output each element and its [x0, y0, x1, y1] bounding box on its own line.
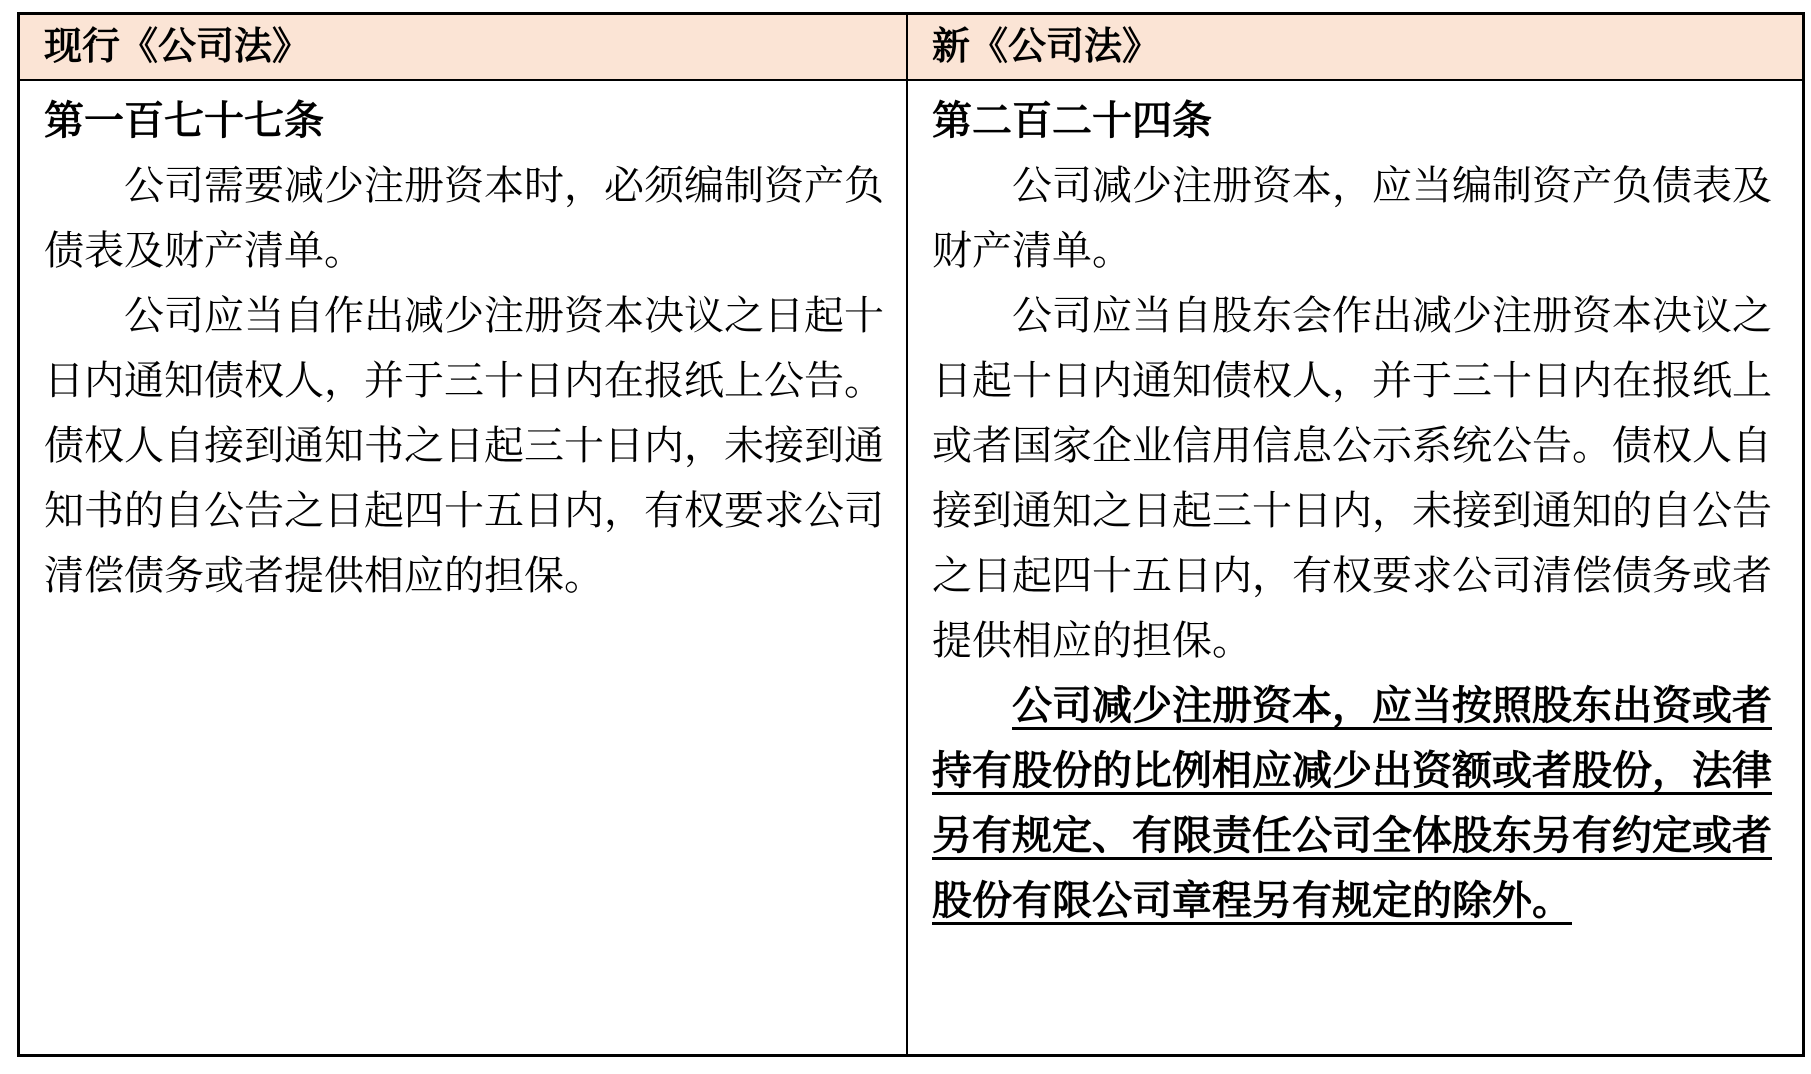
new-paragraph-3-added: 公司减少注册资本，应当按照股东出资或者持有股份的比例相应减少出资额或者股份，法律另有规定、有限责任公司全体股东另有约定或者股份有限公司章程另有规定的除外。 — [932, 683, 1772, 924]
current-article-title: 第一百七十七条 — [44, 98, 324, 144]
header-current-law: 现行《公司法》 — [20, 15, 908, 81]
header-new-law: 新《公司法》 — [908, 15, 1802, 81]
comparison-table — [17, 12, 1805, 1057]
new-article-title: 第二百二十四条 — [932, 98, 1212, 144]
current-paragraph-1: 公司需要减少注册资本时，必须编制资产负债表及财产清单。 — [44, 163, 884, 274]
new-paragraph-2: 公司应当自股东会作出减少注册资本决议之日起十日内通知债权人，并于三十日内在报纸上或者国家企业信用信息公示系统公告。债权人自接到通知之日起三十日内，未接到通知的自公告之日起四十五日内，有权要求公司清偿债务或者提供相应的担保。 — [932, 293, 1772, 664]
new-paragraph-1: 公司减少注册资本，应当编制资产负债表及财产清单。 — [932, 163, 1772, 274]
new-law-cell — [908, 81, 1802, 1054]
current-law-cell — [20, 81, 908, 1054]
current-paragraph-2: 公司应当自作出减少注册资本决议之日起十日内通知债权人，并于三十日内在报纸上公告。债权人自接到通知书之日起三十日内，未接到通知书的自公告之日起四十五日内，有权要求公司清偿债务或者提供相应的担保。 — [44, 293, 884, 599]
